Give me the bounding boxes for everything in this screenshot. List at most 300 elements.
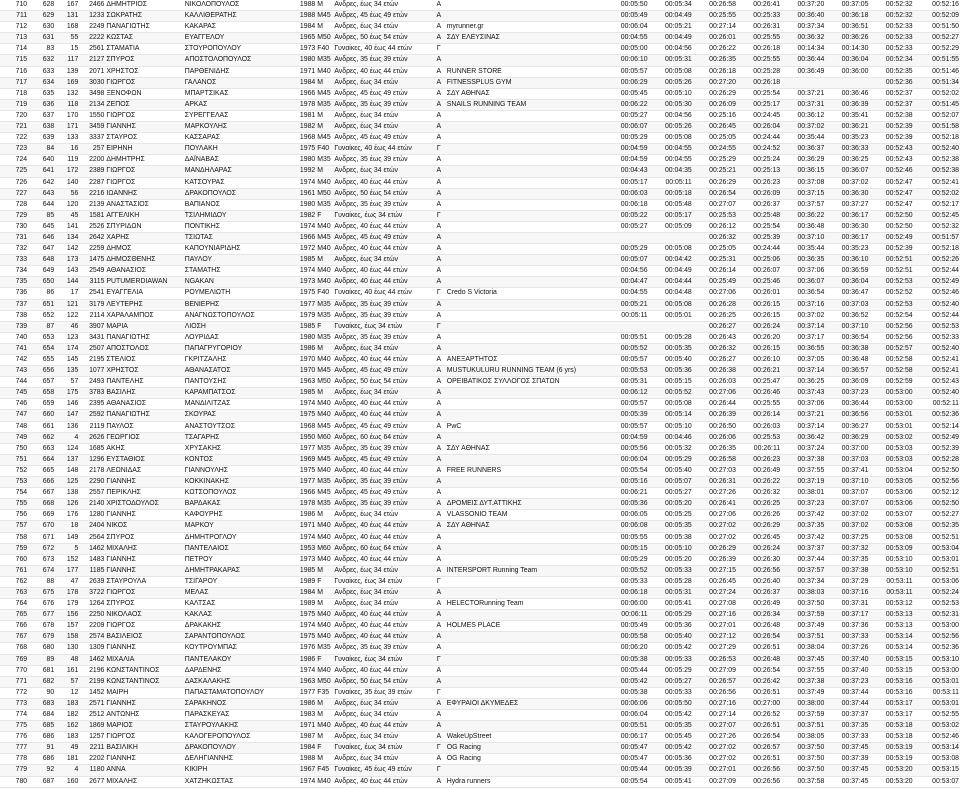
table-row xyxy=(0,532,960,543)
cell-cat-rank: 170 xyxy=(55,110,79,121)
cell-split5: 00:37:51 xyxy=(781,721,825,732)
cell-split2: 00:04:49 xyxy=(649,266,693,277)
cell-club xyxy=(446,310,610,321)
cell-split5: 00:37:34 xyxy=(781,576,825,587)
cell-split2: 00:05:52 xyxy=(649,388,693,399)
cell-surname: ΜΑΙΡΗ xyxy=(105,687,183,698)
cell-split1: 00:05:44 xyxy=(609,765,648,776)
cell-year: 1966 xyxy=(292,88,316,99)
cell-name: ΚΟΥΤΡΟΥΜΠΑΣ xyxy=(184,643,292,654)
cell-split5: 00:37:58 xyxy=(781,776,825,787)
cell-bib-rank: 650 xyxy=(28,277,55,288)
cell-split1: 00:05:47 xyxy=(609,743,648,754)
cell-split2: 00:05:09 xyxy=(649,221,693,232)
cell-category: Μ60 xyxy=(316,543,333,554)
cell-year: 1974 xyxy=(292,532,316,543)
cell-split3: 00:27:14 xyxy=(693,710,737,721)
cell-split2: 00:05:39 xyxy=(649,765,693,776)
cell-rank: 770 xyxy=(0,665,28,676)
cell-bib-rank: 643 xyxy=(28,188,55,199)
cell-split1: 00:06:05 xyxy=(609,510,648,521)
table-row xyxy=(0,610,960,621)
table-row xyxy=(0,565,960,576)
cell-split6: 00:37:23 xyxy=(825,388,869,399)
cell-split7: 00:53:08 xyxy=(869,521,913,532)
cell-name: ΤΣΙΩΤΑΣ xyxy=(184,232,292,243)
cell-split6: 00:37:23 xyxy=(825,676,869,687)
cell-category-desc: Ανδρες, 35 έως 39 ετών xyxy=(333,477,431,488)
cell-total: 00:52:49 xyxy=(914,277,960,288)
cell-bib: 3337 xyxy=(79,133,105,144)
cell-club xyxy=(446,199,610,210)
cell-name: ΠΕΤΡΟΥ xyxy=(184,554,292,565)
cell-split3: 00:27:06 xyxy=(693,510,737,521)
cell-surname: ΝΙΚΟΛΑΟΣ xyxy=(105,610,183,621)
cell-split6: 00:37:45 xyxy=(825,776,869,787)
cell-club: Hydra runners xyxy=(446,776,610,787)
cell-total: 00:52:14 xyxy=(914,421,960,432)
cell-surname: ΙΩΑΝΝΗΣ xyxy=(105,188,183,199)
cell-split1: 00:05:38 xyxy=(609,687,648,698)
cell-category: F xyxy=(316,321,333,332)
cell-split6: 00:37:32 xyxy=(825,543,869,554)
cell-split2: 00:05:45 xyxy=(649,732,693,743)
cell-name: ΔΑΪΝΑΒΑΣ xyxy=(184,155,292,166)
cell-split1: 00:05:29 xyxy=(609,244,648,255)
cell-rank: 743 xyxy=(0,366,28,377)
cell-surname: ΠΑΝΤΕΛΗΣ xyxy=(105,377,183,388)
cell-club xyxy=(446,587,610,598)
cell-bib: 2677 xyxy=(79,776,105,787)
cell-total: 00:52:51 xyxy=(914,532,960,543)
cell-bib: 2290 xyxy=(79,477,105,488)
cell-group: Α xyxy=(432,532,446,543)
cell-split6: 00:37:29 xyxy=(825,576,869,587)
cell-year: 1963 xyxy=(292,377,316,388)
cell-group: Γ xyxy=(432,288,446,299)
cell-name: ΣΤΑΥΡΟΥΛΑΚΗΣ xyxy=(184,721,292,732)
cell-split6: 00:37:05 xyxy=(825,0,869,11)
cell-split3: 00:26:29 xyxy=(693,88,737,99)
cell-bib: 1685 xyxy=(79,443,105,454)
cell-split4: 00:25:48 xyxy=(737,210,781,221)
cell-split7: 00:53:06 xyxy=(869,488,913,499)
cell-split6: 00:37:38 xyxy=(825,565,869,576)
cell-year: 1973 xyxy=(292,44,316,55)
cell-split3: 00:27:14 xyxy=(693,22,737,33)
cell-bib: 1869 xyxy=(79,721,105,732)
cell-year: 1980 xyxy=(292,332,316,343)
cell-group: Α xyxy=(432,543,446,554)
cell-split7: 00:52:36 xyxy=(869,77,913,88)
cell-category: Μ40 xyxy=(316,244,333,255)
cell-total: 00:52:51 xyxy=(914,565,960,576)
cell-split1: 00:05:21 xyxy=(609,299,648,310)
cell-surname: ΣΤΑΜΑΤΙΑ xyxy=(105,44,183,55)
cell-club: SNAILS RUNNING TEAM xyxy=(446,99,610,110)
cell-group: Α xyxy=(432,255,446,266)
cell-split5: 00:37:08 xyxy=(781,177,825,188)
cell-split5: 00:38:03 xyxy=(781,587,825,598)
cell-bib: 2541 xyxy=(79,288,105,299)
cell-year: 1971 xyxy=(292,66,316,77)
cell-total: 00:52:28 xyxy=(914,454,960,465)
cell-bib: 2199 xyxy=(79,676,105,687)
cell-cat-rank: 175 xyxy=(55,388,79,399)
cell-split3: 00:25:21 xyxy=(693,166,737,177)
cell-bib: 2571 xyxy=(79,698,105,709)
cell-bib: 1475 xyxy=(79,255,105,266)
cell-cat-rank: 16 xyxy=(55,144,79,155)
cell-club xyxy=(446,765,610,776)
cell-category-desc: Ανδρες, 40 έως 44 ετών xyxy=(333,554,431,565)
cell-split6: 00:37:02 xyxy=(825,177,869,188)
cell-bib: 2557 xyxy=(79,488,105,499)
cell-year: 1977 xyxy=(292,299,316,310)
table-row xyxy=(0,110,960,121)
cell-rank: 734 xyxy=(0,266,28,277)
cell-name: ΚΑΚΑΡΑΣ xyxy=(184,22,292,33)
cell-split5: 00:37:34 xyxy=(781,22,825,33)
cell-group: Α xyxy=(432,698,446,709)
cell-rank: 738 xyxy=(0,310,28,321)
cell-split3: 00:27:15 xyxy=(693,565,737,576)
cell-year: 1975 xyxy=(292,288,316,299)
cell-split2: 00:05:33 xyxy=(649,565,693,576)
cell-surname: ΓΙΑΝΝΗΣ xyxy=(105,477,183,488)
cell-category: Μ35 xyxy=(316,199,333,210)
cell-surname: ΓΙΩΡΓΟΣ xyxy=(105,110,183,121)
cell-name: ΝΙΚΟΛΟΠΟΥΛΟΣ xyxy=(184,0,292,11)
cell-club xyxy=(446,266,610,277)
cell-split4: 00:26:46 xyxy=(737,388,781,399)
cell-surname: ΔΗΜΟΣ xyxy=(105,244,183,255)
cell-split7: 00:53:05 xyxy=(869,477,913,488)
cell-split1: 00:06:04 xyxy=(609,22,648,33)
cell-split6: 00:37:17 xyxy=(825,610,869,621)
cell-category-desc: Ανδρες, 50 έως 54 ετών xyxy=(333,33,431,44)
cell-split2: 00:05:42 xyxy=(649,743,693,754)
cell-split7: 00:52:50 xyxy=(869,210,913,221)
table-row xyxy=(0,388,960,399)
cell-category-desc: Ανδρες, 35 έως 39 ετών xyxy=(333,55,431,66)
table-row xyxy=(0,321,960,332)
cell-split5: 00:37:50 xyxy=(781,754,825,765)
cell-category-desc: Ανδρες, 45 έως 49 ετών xyxy=(333,488,431,499)
cell-bib-rank: 653 xyxy=(28,332,55,343)
cell-total: 00:53:04 xyxy=(914,543,960,554)
cell-group: Α xyxy=(432,232,446,243)
cell-name: ΡΟΥΜΕΛΙΩΤΗ xyxy=(184,288,292,299)
cell-split4: 00:25:54 xyxy=(737,88,781,99)
cell-bib-rank: 630 xyxy=(28,22,55,33)
cell-split7: 00:52:47 xyxy=(869,177,913,188)
cell-split7: 00:52:51 xyxy=(869,266,913,277)
cell-category-desc: Ανδρες, 40 έως 44 ετών xyxy=(333,521,431,532)
cell-name: ΤΣΙΓΑΡΟΥ xyxy=(184,576,292,587)
cell-cat-rank: 171 xyxy=(55,122,79,133)
table-row xyxy=(0,310,960,321)
cell-club: ΔΡΟΜΕΙΣ ΔΥΤ.ΑΤΤΙΚΗΣ xyxy=(446,499,610,510)
cell-split7: 00:52:53 xyxy=(869,299,913,310)
cell-year: 1975 xyxy=(292,465,316,476)
cell-surname: ΓΙΑΝΝΗΣ xyxy=(105,122,183,133)
cell-bib: 2114 xyxy=(79,310,105,321)
cell-rank: 713 xyxy=(0,33,28,44)
table-row xyxy=(0,22,960,33)
cell-surname: ΜΙΧΑΛΗΣ xyxy=(105,543,183,554)
cell-split4: 00:27:00 xyxy=(737,698,781,709)
cell-split1: 00:04:56 xyxy=(609,266,648,277)
cell-split6: 00:37:02 xyxy=(825,510,869,521)
cell-cat-rank: 56 xyxy=(55,188,79,199)
cell-split4: 00:26:29 xyxy=(737,521,781,532)
cell-split1: 00:05:27 xyxy=(609,221,648,232)
cell-split4: 00:26:37 xyxy=(737,587,781,598)
cell-club xyxy=(446,166,610,177)
cell-club xyxy=(446,399,610,410)
cell-group: Α xyxy=(432,621,446,632)
cell-split6: 00:37:07 xyxy=(825,499,869,510)
cell-group: Α xyxy=(432,0,446,11)
cell-club xyxy=(446,610,610,621)
cell-name: ΔΗΜΗΤΡΟΓΛΟΥ xyxy=(184,532,292,543)
cell-name: ΚΟΚΚΙΝΑΚΗΣ xyxy=(184,477,292,488)
cell-split7: 00:52:47 xyxy=(869,188,913,199)
cell-cat-rank: 120 xyxy=(55,199,79,210)
cell-category: Μ xyxy=(316,22,333,33)
cell-total: 00:52:18 xyxy=(914,133,960,144)
cell-surname: ΒΑΣΙΛΙΚΗ xyxy=(105,743,183,754)
cell-split6: 00:37:35 xyxy=(825,721,869,732)
cell-category: Μ xyxy=(316,599,333,610)
cell-bib: 1296 xyxy=(79,454,105,465)
cell-club xyxy=(446,11,610,22)
cell-split6: 00:36:52 xyxy=(825,310,869,321)
cell-group: Α xyxy=(432,221,446,232)
cell-category: Μ40 xyxy=(316,532,333,543)
cell-category-desc: Ανδρες, έως 34 ετών xyxy=(333,565,431,576)
cell-group: Α xyxy=(432,754,446,765)
cell-club: MUSTUKULURU RUNNING TEAM (6 yrs) xyxy=(446,366,610,377)
cell-split5: 00:38:01 xyxy=(781,488,825,499)
cell-surname: ΑΝΝΑ xyxy=(105,765,183,776)
cell-category-desc: Ανδρες, 35 έως 39 ετών xyxy=(333,499,431,510)
cell-cat-rank: 4 xyxy=(55,765,79,776)
cell-name: ΒΑΠΙΑΝΟΣ xyxy=(184,199,292,210)
cell-year: 1963 xyxy=(292,676,316,687)
cell-club xyxy=(446,632,610,643)
cell-rank: 751 xyxy=(0,454,28,465)
cell-split1: 00:05:56 xyxy=(609,443,648,454)
cell-club xyxy=(446,721,610,732)
cell-cat-rank: 17 xyxy=(55,288,79,299)
cell-category-desc: Ανδρες, 50 έως 54 ετών xyxy=(333,377,431,388)
cell-cat-rank: 12 xyxy=(55,687,79,698)
cell-year: 1987 xyxy=(292,732,316,743)
cell-surname: ΓΙΑΝΝΗΣ xyxy=(105,754,183,765)
cell-split1: 00:05:49 xyxy=(609,11,648,22)
cell-total: 00:53:07 xyxy=(914,776,960,787)
cell-split2: 00:05:01 xyxy=(649,310,693,321)
cell-name: ΓΑΛΑΝΟΣ xyxy=(184,77,292,88)
cell-name: ΔΡΑΚΟΠΟΥΛΟΣ xyxy=(184,188,292,199)
cell-rank: 714 xyxy=(0,44,28,55)
cell-cat-rank: 124 xyxy=(55,443,79,454)
cell-cat-rank: 118 xyxy=(55,99,79,110)
cell-cat-rank: 145 xyxy=(55,355,79,366)
cell-total: 00:53:10 xyxy=(914,654,960,665)
cell-rank: 755 xyxy=(0,499,28,510)
cell-split1: 00:05:57 xyxy=(609,421,648,432)
cell-name: ΒΑΡΔΑΚΑΣ xyxy=(184,499,292,510)
cell-split4: 00:26:56 xyxy=(737,776,781,787)
cell-total: 00:52:41 xyxy=(914,366,960,377)
cell-club xyxy=(446,44,610,55)
cell-category: Μ xyxy=(316,754,333,765)
cell-club: FREE RUNNERS xyxy=(446,465,610,476)
cell-group: Α xyxy=(432,399,446,410)
cell-bib-rank: 680 xyxy=(28,643,55,654)
cell-split7: 00:52:43 xyxy=(869,155,913,166)
cell-category-desc: Ανδρες, 45 έως 49 ετών xyxy=(333,232,431,243)
cell-group: Α xyxy=(432,432,446,443)
cell-split2: 00:04:56 xyxy=(649,44,693,55)
cell-split5: 00:37:55 xyxy=(781,665,825,676)
cell-split2: 00:05:31 xyxy=(649,55,693,66)
cell-year: 1978 xyxy=(292,499,316,510)
cell-cat-rank: 149 xyxy=(55,532,79,543)
cell-rank: 767 xyxy=(0,632,28,643)
cell-cat-rank: 156 xyxy=(55,610,79,621)
cell-bib-rank: 687 xyxy=(28,776,55,787)
cell-category-desc: Ανδρες, 35 έως 39 ετών xyxy=(333,299,431,310)
cell-cat-rank: 167 xyxy=(55,0,79,11)
table-row xyxy=(0,410,960,421)
cell-split1: 00:05:42 xyxy=(609,676,648,687)
cell-bib-rank: 649 xyxy=(28,266,55,277)
cell-category-desc: Ανδρες, 40 έως 44 ετών xyxy=(333,776,431,787)
cell-split2: 00:05:15 xyxy=(649,377,693,388)
cell-name: ΠΑΠΑΓΡΥΓΟΡΙΟΥ xyxy=(184,343,292,354)
cell-category-desc: Γυναίκες, έως 34 ετών xyxy=(333,654,431,665)
cell-split1: 00:04:55 xyxy=(609,33,648,44)
cell-total: 00:53:02 xyxy=(914,721,960,732)
cell-split4: 00:26:51 xyxy=(737,643,781,654)
cell-split4: 00:25:39 xyxy=(737,232,781,243)
cell-split3: 00:27:24 xyxy=(693,587,737,598)
cell-cat-rank: 143 xyxy=(55,266,79,277)
cell-club: ΣΔΥ ΑΘΗΝΑΣ xyxy=(446,521,610,532)
cell-cat-rank: 122 xyxy=(55,310,79,321)
cell-bib-rank: 85 xyxy=(28,210,55,221)
cell-cat-rank: 133 xyxy=(55,133,79,144)
cell-rank: 718 xyxy=(0,88,28,99)
cell-total: 00:52:12 xyxy=(914,488,960,499)
cell-split1: 00:06:07 xyxy=(609,122,648,133)
cell-split3: 00:27:16 xyxy=(693,698,737,709)
cell-category: Μ40 xyxy=(316,610,333,621)
cell-year: 1975 xyxy=(292,144,316,155)
cell-bib-rank: 629 xyxy=(28,11,55,22)
cell-bib-rank: 91 xyxy=(28,743,55,754)
cell-rank: 741 xyxy=(0,343,28,354)
cell-bib-rank: 661 xyxy=(28,421,55,432)
cell-total: 00:52:35 xyxy=(914,521,960,532)
cell-split7: 00:53:08 xyxy=(869,532,913,543)
cell-cat-rank: 140 xyxy=(55,177,79,188)
cell-split3: 00:27:01 xyxy=(693,621,737,632)
cell-split6: 00:36:33 xyxy=(825,144,869,155)
cell-name: ΜΕΛΑΣ xyxy=(184,587,292,598)
cell-bib-rank: 684 xyxy=(28,710,55,721)
cell-category: Μ40 xyxy=(316,721,333,732)
cell-bib: 2209 xyxy=(79,621,105,632)
cell-surname: ΓΙΩΡΓΟΣ xyxy=(105,166,183,177)
cell-rank: 745 xyxy=(0,388,28,399)
cell-name: ΠΟΝΤΙΚΗΣ xyxy=(184,221,292,232)
cell-category-desc: Ανδρες, 40 έως 44 ετών xyxy=(333,465,431,476)
cell-bib: 2071 xyxy=(79,66,105,77)
cell-split4: 00:26:22 xyxy=(737,477,781,488)
cell-bib-rank: 639 xyxy=(28,133,55,144)
cell-category: Μ xyxy=(316,255,333,266)
cell-category: Μ40 xyxy=(316,554,333,565)
cell-surname: ΓΙΑΝΝΗΣ xyxy=(105,565,183,576)
cell-split3: 00:26:27 xyxy=(693,321,737,332)
cell-split1: 00:04:43 xyxy=(609,166,648,177)
cell-club xyxy=(446,177,610,188)
cell-bib-rank: 637 xyxy=(28,110,55,121)
cell-split3: 00:25:53 xyxy=(693,210,737,221)
cell-split6: 00:35:23 xyxy=(825,133,869,144)
cell-cat-rank: 144 xyxy=(55,277,79,288)
cell-rank: 725 xyxy=(0,166,28,177)
cell-category-desc: Γυναίκες, 40 έως 44 ετών xyxy=(333,44,431,55)
cell-split3: 00:27:26 xyxy=(693,488,737,499)
cell-total: 00:52:31 xyxy=(914,610,960,621)
cell-split2: 00:05:26 xyxy=(649,122,693,133)
cell-club xyxy=(446,665,610,676)
cell-split4: 00:26:23 xyxy=(737,454,781,465)
cell-split1: 00:04:55 xyxy=(609,288,648,299)
cell-club: ΣΔΥ ΕΛΕΥΣΙΝΑΣ xyxy=(446,33,610,44)
cell-bib: 2222 xyxy=(79,33,105,44)
cell-split5: 00:36:48 xyxy=(781,221,825,232)
cell-bib-rank: 644 xyxy=(28,199,55,210)
cell-name: ΓΚΡΙΤΖΑΛΗΣ xyxy=(184,355,292,366)
cell-split4: 00:24:44 xyxy=(737,244,781,255)
cell-bib-rank: 664 xyxy=(28,454,55,465)
cell-category: Μ35 xyxy=(316,643,333,654)
cell-group: Α xyxy=(432,443,446,454)
cell-year: 1982 xyxy=(292,122,316,133)
cell-split3: 00:26:28 xyxy=(693,299,737,310)
cell-bib: 3431 xyxy=(79,332,105,343)
cell-bib-rank: 686 xyxy=(28,732,55,743)
cell-split4: 00:25:06 xyxy=(737,255,781,266)
cell-split6: 00:36:10 xyxy=(825,255,869,266)
cell-split7: 00:53:15 xyxy=(869,654,913,665)
cell-split3: 00:27:02 xyxy=(693,743,737,754)
cell-surname: ΠΕΡΙΚΛΗΣ xyxy=(105,488,183,499)
cell-club xyxy=(446,188,610,199)
cell-split5: 00:37:23 xyxy=(781,499,825,510)
cell-category: Μ50 xyxy=(316,33,333,44)
cell-bib: 2512 xyxy=(79,710,105,721)
table-row xyxy=(0,11,960,22)
cell-bib-rank: 83 xyxy=(28,44,55,55)
